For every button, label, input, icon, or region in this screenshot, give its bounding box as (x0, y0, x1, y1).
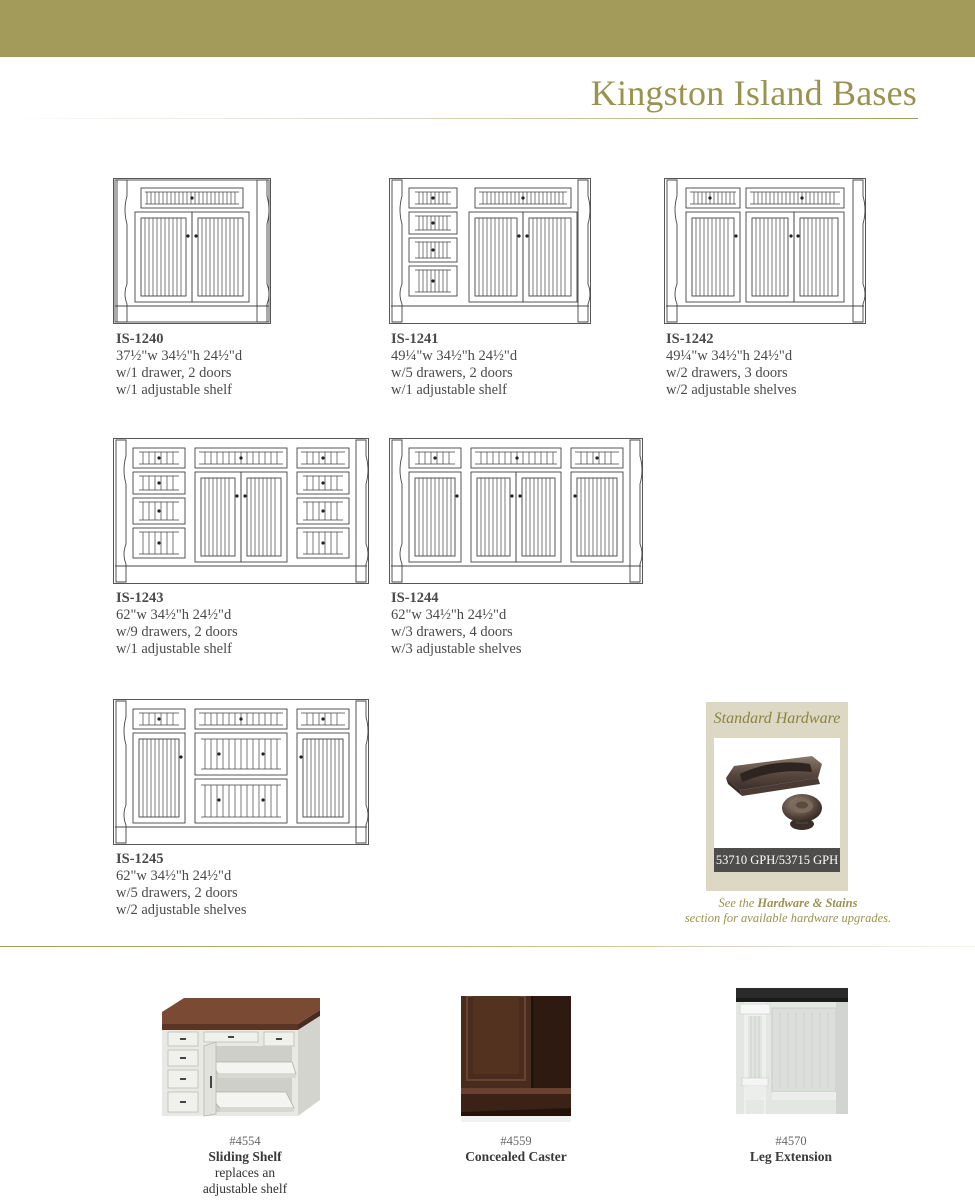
hardware-upgrade-note (668, 896, 908, 926)
accessory-name: Leg Extension (749, 1149, 833, 1164)
concealed-caster-photo (461, 996, 571, 1122)
cabinet-drawing-is-1240 (113, 178, 271, 324)
dimensions: 37½"w 34½"h 24½"d (116, 348, 243, 364)
spec-block-is-1244 (391, 590, 521, 658)
spec-line: w/1 adjustable shelf (391, 382, 507, 398)
dimensions: 49¼"w 34½"h 24½"d (666, 348, 793, 364)
sliding-shelf-photo (160, 996, 322, 1118)
cabinet-drawing-is-1242 (664, 178, 866, 324)
cup-pull-and-knob-icon (714, 738, 840, 848)
spec-line: w/9 drawers, 2 doors (116, 624, 238, 640)
page-title (591, 72, 917, 114)
note-section-link: Hardware & Stains (757, 896, 858, 910)
accessory-concealed-caster (436, 1133, 596, 1165)
spec-line: w/2 adjustable shelves (666, 382, 797, 398)
model-number: IS-1240 (116, 331, 164, 347)
section-divider (0, 946, 975, 947)
cabinet-drawing-is-1244 (389, 438, 643, 584)
accessory-number: #4570 (775, 1134, 807, 1148)
model-number: IS-1245 (116, 851, 164, 867)
spec-block-is-1240 (116, 331, 242, 399)
dimensions: 62"w 34½"h 24½"d (116, 607, 232, 623)
accessory-number: #4559 (500, 1134, 532, 1148)
leg-extension-photo (736, 988, 848, 1116)
model-number: IS-1244 (391, 590, 439, 606)
hardware-photo (714, 738, 840, 848)
cabinet-drawing-is-1241 (389, 178, 591, 324)
spec-block-is-1243 (116, 590, 238, 658)
note-prefix: See the (718, 896, 755, 910)
title-divider (0, 118, 918, 119)
spec-block-is-1242 (666, 331, 796, 399)
hardware-title: Standard Hardware (713, 710, 841, 727)
spec-line: w/1 adjustable shelf (116, 641, 232, 657)
accessory-name: Concealed Caster (465, 1149, 567, 1164)
spec-line: w/5 drawers, 2 doors (391, 365, 513, 381)
hardware-part-numbers: 53710 GPH/53715 GPH (714, 848, 840, 872)
top-color-band (0, 0, 975, 57)
accessory-desc: adjustable shelf (202, 1181, 288, 1196)
dimensions: 49¼"w 34½"h 24½"d (391, 348, 518, 364)
note-suffix: section for available hardware upgrades. (684, 911, 892, 925)
model-number: IS-1241 (391, 331, 439, 347)
cabinet-drawing-is-1245 (113, 699, 369, 845)
spec-line: w/3 drawers, 4 doors (391, 624, 513, 640)
dimensions: 62"w 34½"h 24½"d (391, 607, 507, 623)
accessory-sliding-shelf (165, 1133, 325, 1197)
spec-line: w/5 drawers, 2 doors (116, 885, 238, 901)
dimensions: 62"w 34½"h 24½"d (116, 868, 232, 884)
spec-block-is-1245 (116, 851, 246, 919)
model-number: IS-1242 (666, 331, 714, 347)
spec-line: w/1 adjustable shelf (116, 382, 232, 398)
page-title-first: Kingston (590, 73, 725, 113)
spec-line: w/2 drawers, 3 doors (666, 365, 788, 381)
page-title-second: Island Bases (733, 73, 917, 113)
cabinet-drawing-is-1243 (113, 438, 369, 584)
spec-line: w/2 adjustable shelves (116, 902, 247, 918)
spec-line: w/1 drawer, 2 doors (116, 365, 232, 381)
standard-hardware-panel (706, 702, 848, 891)
accessory-number: #4554 (229, 1134, 261, 1148)
spec-block-is-1241 (391, 331, 517, 399)
model-number: IS-1243 (116, 590, 164, 606)
spec-line: w/3 adjustable shelves (391, 641, 522, 657)
accessory-desc: replaces an (214, 1165, 276, 1180)
accessory-leg-extension (711, 1133, 871, 1165)
accessory-name: Sliding Shelf (208, 1149, 282, 1164)
